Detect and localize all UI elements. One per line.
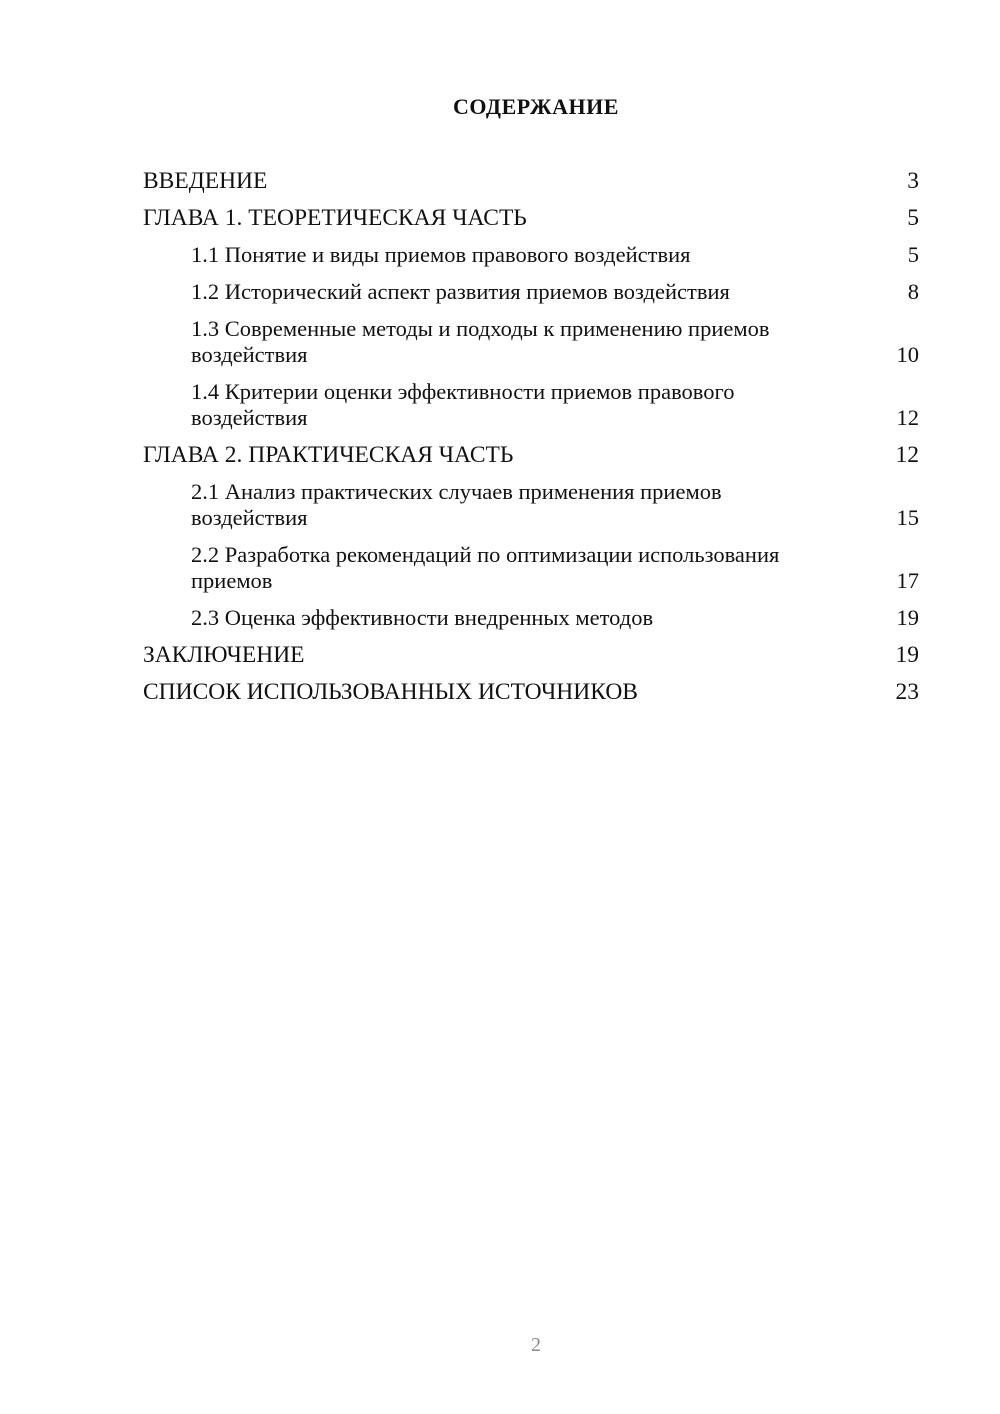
- toc-entry-title: 1.4 Критерии оценки эффективности приемов правового воздействия: [191, 379, 735, 430]
- toc-entry-page: 12: [895, 442, 919, 468]
- toc-entry-section-2-1[interactable]: [143, 479, 919, 531]
- toc-entry-page: 15: [896, 505, 919, 530]
- toc-entry-page: 17: [896, 568, 919, 593]
- page-number: 2: [531, 1334, 541, 1356]
- toc-entry-title: ГЛАВА 1. ТЕОРЕТИЧЕСКАЯ ЧАСТЬ: [143, 205, 527, 231]
- toc-entry-page: 10: [896, 342, 919, 367]
- toc-entry-page: 19: [895, 642, 919, 668]
- toc-entry-title: СПИСОК ИСПОЛЬЗОВАННЫХ ИСТОЧНИКОВ: [143, 679, 638, 705]
- table-of-contents: [143, 168, 919, 716]
- toc-entry-page: 19: [896, 605, 919, 630]
- toc-entry-section-1-1[interactable]: [143, 242, 919, 268]
- toc-entry-introduction[interactable]: [143, 168, 919, 194]
- toc-entry-section-1-2[interactable]: [143, 279, 919, 305]
- toc-entry-section-2-2[interactable]: [143, 542, 919, 594]
- toc-entry-title: ГЛАВА 2. ПРАКТИЧЕСКАЯ ЧАСТЬ: [143, 442, 514, 468]
- toc-entry-section-1-4[interactable]: [143, 379, 919, 431]
- toc-entry-title: 1.3 Современные методы и подходы к применению приемов воздействия: [191, 316, 770, 367]
- toc-entry-title: 2.3 Оценка эффективности внедренных методов: [191, 605, 654, 630]
- toc-entry-page: 3: [907, 168, 919, 194]
- toc-entry-title: 1.1 Понятие и виды приемов правового воздействия: [191, 242, 691, 267]
- toc-entry-chapter-2[interactable]: [143, 442, 919, 468]
- toc-entry-references[interactable]: [143, 679, 919, 705]
- toc-entry-section-2-3[interactable]: [143, 605, 919, 631]
- toc-entry-title: 2.2 Разработка рекомендаций по оптимизации использования приемов: [191, 542, 780, 593]
- toc-heading: СОДЕРЖАНИЕ: [453, 94, 619, 119]
- toc-entry-title: 1.2 Исторический аспект развития приемов воздействия: [191, 279, 730, 304]
- toc-entry-page: 23: [895, 679, 919, 705]
- toc-entry-section-1-3[interactable]: [143, 316, 919, 368]
- toc-entry-page: 8: [907, 279, 919, 304]
- toc-entry-page: 12: [896, 405, 919, 430]
- toc-entry-page: 5: [907, 242, 919, 267]
- toc-entry-chapter-1[interactable]: [143, 205, 919, 231]
- toc-entry-conclusion[interactable]: [143, 642, 919, 668]
- toc-entry-title: 2.1 Анализ практических случаев применения приемов воздействия: [191, 479, 722, 530]
- toc-entry-title: ВВЕДЕНИЕ: [143, 168, 268, 194]
- toc-entry-page: 5: [907, 205, 919, 231]
- toc-entry-title: ЗАКЛЮЧЕНИЕ: [143, 642, 305, 668]
